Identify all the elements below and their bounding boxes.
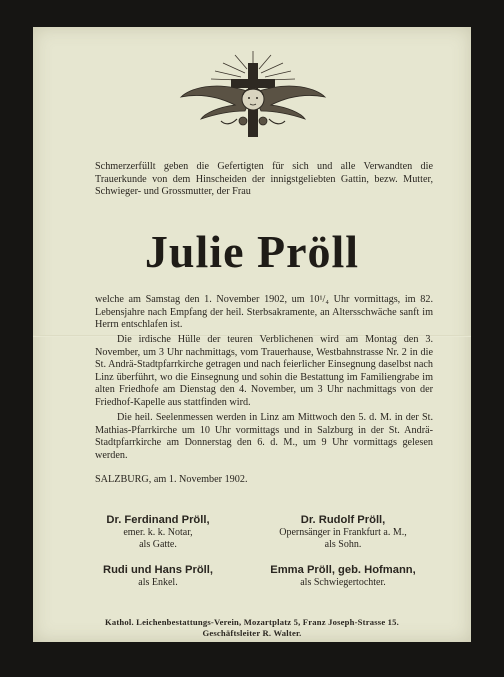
- signatory-name: Rudi und Hans Pröll,: [102, 564, 213, 576]
- signatory-relation: als Enkel.: [138, 577, 178, 588]
- signatory-grandsons: [73, 563, 243, 589]
- deceased-name: Julie Pröll: [144, 226, 360, 277]
- cross-angel-emblem-icon: [175, 49, 331, 141]
- signatory-daughter-in-law: [258, 563, 428, 589]
- footer-association: Kathol. Leichenbestattungs-Verein, Mozartplatz 5, Franz Joseph-Strasse 15.: [104, 617, 400, 627]
- signatory-name: Dr. Ferdinand Pröll,: [106, 514, 210, 526]
- obituary-notice: [33, 27, 471, 642]
- signatory-son: [258, 513, 428, 552]
- printer-footer: [33, 617, 471, 639]
- death-details-paragraph: welche am Samstag den 1. November 1902, um 10¹/₄ Uhr vormittags, im 82. Lebensjahre nach Empfang der heil. Sterbsakramente, an Altersschwäche sanft im Herrn entschlafen ist.: [95, 294, 433, 331]
- signatory-name: Dr. Rudolf Pröll,: [300, 514, 386, 526]
- signatory-relation: als Gatte.: [139, 539, 177, 551]
- signatory-relation: als Sohn.: [324, 539, 362, 551]
- footer-manager: Geschäftsleiter R. Walter.: [202, 628, 302, 638]
- signatory-husband: [73, 513, 243, 552]
- signatory-relation: als Schwiegertochter.: [300, 577, 386, 588]
- signatory-title: emer. k. k. Notar,: [123, 527, 193, 538]
- funeral-details-paragraph: Die irdische Hülle der teuren Verblichenen wird am Montag den 3. November, um 3 Uhr nachmittags, vom Trauerhause, Westbahnstrasse Nr. 2 in die St. Andrä-Stadtpfarrkirche getragen und nach feierlicher Einsegnung daselbst nach Linz überführt, wo die Einsegnung und sohin die Bestattung im Familiengrabe im alten Friedhofe am Dienstag den 4. November, um 3 Uhr nachmittags von der Friedhof-Kapelle aus stattfinden wird.: [95, 334, 433, 408]
- signatory-name: Emma Pröll, geb. Hofmann,: [270, 564, 416, 576]
- intro-paragraph: Schmerzerfüllt geben die Gefertigten für sich und alle Verwandten die Trauerkunde von dem Hinscheiden der innigstgeliebten Gattin, bezw. Mutter, Schwieger- und Grossmutter, der Frau: [95, 161, 433, 198]
- place-and-date: SALZBURG, am 1. November 1902.: [95, 474, 248, 485]
- requiem-masses-paragraph: Die heil. Seelenmessen werden in Linz am Mittwoch den 5. d. M. in der St. Mathias-Pfarrkirche um 10 Uhr vormittags und in Salzburg in der St. Andrä-Stadtpfarrkirche am Donnerstag den 6. d. M., um 9 Uhr vormittags gelesen werden.: [95, 412, 433, 461]
- signatory-title: Opernsänger in Frankfurt a. M.,: [279, 527, 407, 538]
